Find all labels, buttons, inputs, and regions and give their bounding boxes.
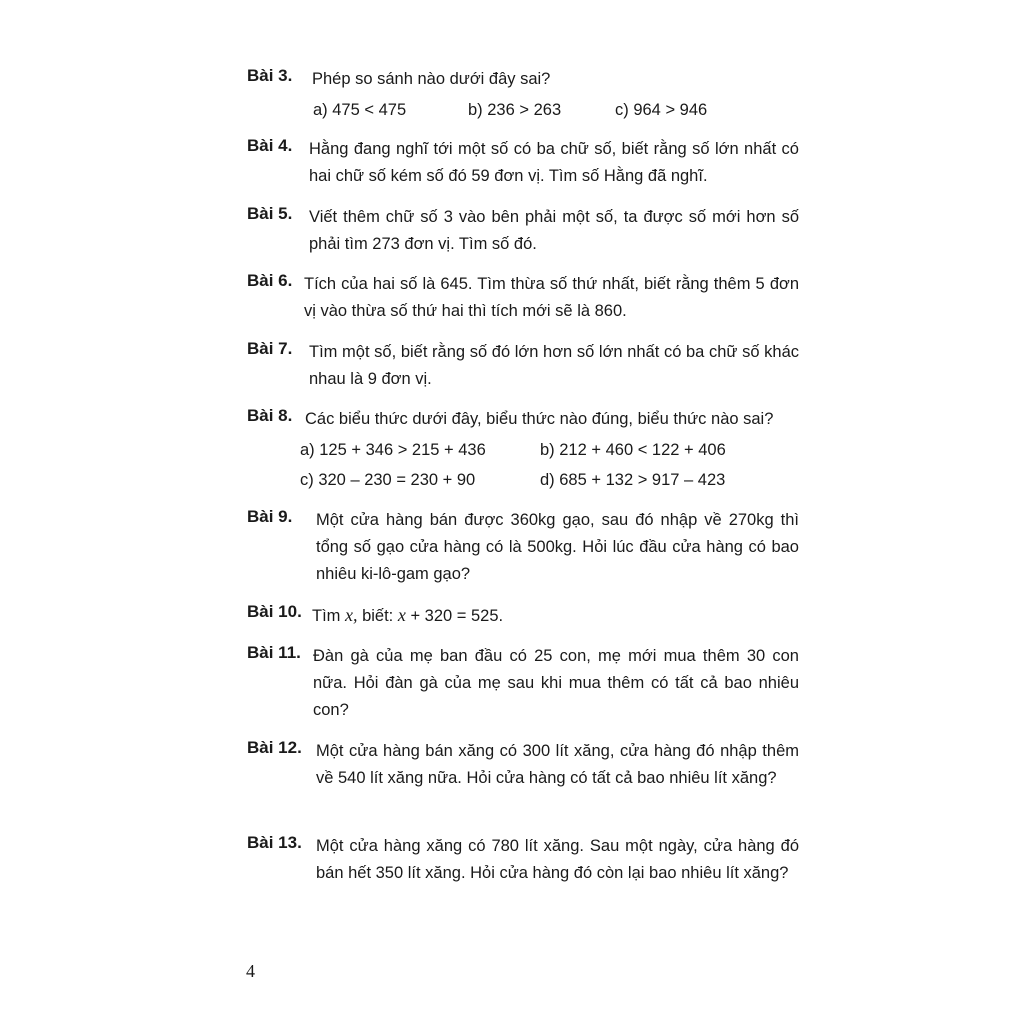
- problem-3: [247, 66, 799, 125]
- problem-5: [247, 204, 799, 258]
- problem-label: Bài 12.: [247, 738, 302, 757]
- option-a: a) 475 < 475: [313, 101, 407, 119]
- problem-label: Bài 5.: [247, 204, 293, 223]
- problem-text: Một cửa hàng xăng có 780 lít xăng. Sau một ngày, cửa hàng đó bán hết 350 lít xăng. Hỏi cửa hàng đó còn lại bao nhiêu lít xăng?: [316, 837, 799, 882]
- problem-7: [247, 339, 799, 393]
- text-find: Tìm: [312, 607, 345, 625]
- options-row: [247, 95, 799, 125]
- option-d: d) 685 + 132 > 917 – 423: [540, 471, 726, 489]
- options-row-1: [247, 435, 799, 465]
- problem-text: Tìm một số, biết rằng số đó lớn hơn số lớn nhất có ba chữ số khác nhau là 9 đơn vị.: [309, 343, 799, 388]
- problem-8: [247, 406, 799, 495]
- problem-label: Bài 4.: [247, 136, 293, 155]
- options-row-2: [247, 465, 799, 495]
- problem-label: Bài 7.: [247, 339, 293, 358]
- problem-label: Bài 10.: [247, 602, 302, 621]
- problem-label: Bài 13.: [247, 833, 302, 852]
- problem-label: Bài 3.: [247, 66, 293, 85]
- problem-12: [247, 738, 799, 792]
- problem-6: [247, 271, 799, 325]
- page-number: 4: [246, 961, 255, 981]
- problem-text: Viết thêm chữ số 3 vào bên phải một số, ta được số mới hơn số phải tìm 273 đơn vị. Tìm số đó.: [309, 208, 799, 253]
- option-c: c) 964 > 946: [615, 101, 708, 119]
- equation-text: + 320 = 525.: [405, 607, 504, 625]
- problem-text: Tích của hai số là 645. Tìm thừa số thứ nhất, biết rằng thêm 5 đơn vị vào thừa số thứ hai thì tích mới sẽ là 860.: [304, 275, 799, 320]
- problem-text: Một cửa hàng bán xăng có 300 lít xăng, cửa hàng đó nhập thêm về 540 lít xăng nữa. Hỏi cửa hàng có tất cả bao nhiêu lít xăng?: [316, 742, 799, 787]
- problem-label: Bài 9.: [247, 507, 293, 526]
- problem-text: Đàn gà của mẹ ban đầu có 25 con, mẹ mới mua thêm 30 con nữa. Hỏi đàn gà của mẹ sau khi mua thêm có tất cả bao nhiêu con?: [313, 647, 799, 719]
- variable-x: x: [397, 605, 406, 625]
- problem-11: [247, 643, 799, 724]
- problem-label: Bài 8.: [247, 406, 293, 425]
- option-a: a) 125 + 346 > 215 + 436: [300, 441, 486, 459]
- problem-text: [247, 602, 799, 630]
- problem-10: [247, 602, 799, 630]
- problem-4: [247, 136, 799, 190]
- problem-13: [247, 833, 799, 887]
- option-c: c) 320 – 230 = 230 + 90: [300, 471, 476, 489]
- problem-text: Phép so sánh nào dưới đây sai?: [312, 70, 551, 88]
- variable-x: x,: [345, 605, 358, 625]
- problem-label: Bài 11.: [247, 643, 301, 662]
- text-given: biết:: [357, 607, 398, 625]
- option-b: b) 212 + 460 < 122 + 406: [540, 441, 726, 459]
- problem-text: Một cửa hàng bán được 360kg gạo, sau đó nhập về 270kg thì tổng số gạo cửa hàng có là 500kg. Hỏi lúc đầu cửa hàng có bao nhiêu ki-lô-gam gạo?: [316, 511, 799, 583]
- problem-text: Hằng đang nghĩ tới một số có ba chữ số, biết rằng số lớn nhất có hai chữ số kém số đó 59 đơn vị. Tìm số Hằng đã nghĩ.: [309, 140, 799, 185]
- problem-text: Các biểu thức dưới đây, biểu thức nào đúng, biểu thức nào sai?: [305, 410, 774, 428]
- option-b: b) 236 > 263: [468, 101, 562, 119]
- problem-label: Bài 6.: [247, 271, 293, 290]
- problem-9: [247, 507, 799, 588]
